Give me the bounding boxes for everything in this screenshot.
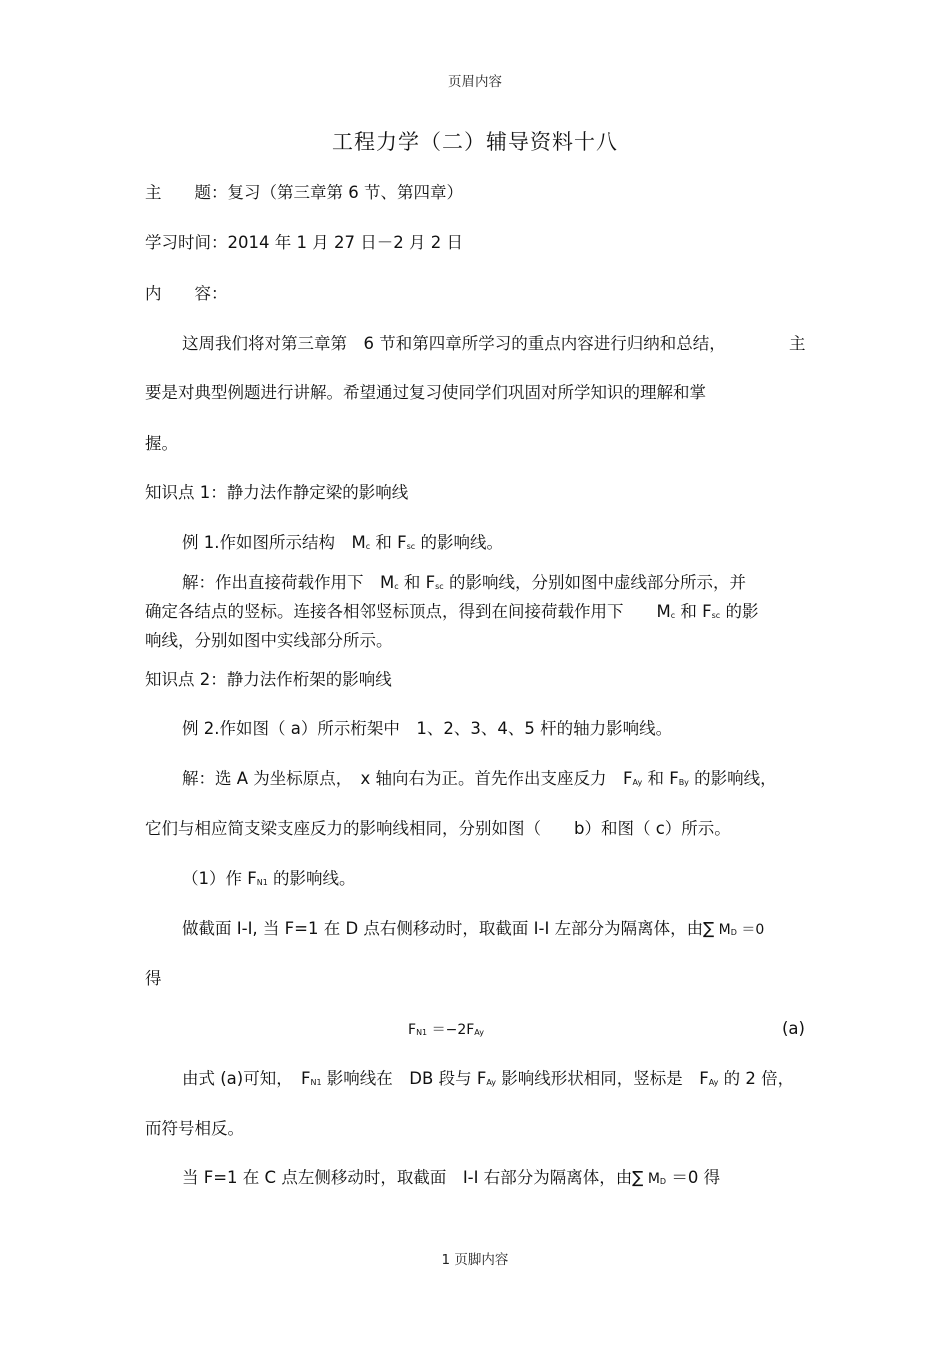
equation-number: (a) xyxy=(782,1019,805,1038)
page-footer: 1 页脚内容 xyxy=(441,1252,509,1268)
text: 和 F xyxy=(675,602,712,621)
equation-a xyxy=(408,1019,484,1043)
text: ＝0 xyxy=(736,922,765,938)
document-title: 工程力学（二）辅导资料十八 xyxy=(332,130,618,154)
kp1-solution-line-2 xyxy=(145,602,758,626)
kp2-heading: 知识点 2：静力法作桁架的影响线 xyxy=(145,670,392,689)
text: M xyxy=(714,922,731,938)
kp2-c-line xyxy=(182,1168,720,1192)
text: （1）作 F xyxy=(182,869,257,888)
text: ＝0 得 xyxy=(666,1168,721,1187)
text: 解：选 A 为坐标原点， x 轴向右为正。首先作出支座反力 F xyxy=(182,769,633,788)
kp2-de: 得 xyxy=(145,969,162,988)
text: 和 F xyxy=(398,573,436,592)
subscript: sc xyxy=(406,542,416,551)
text: F xyxy=(408,1022,417,1038)
subject-label: 主 题： xyxy=(145,183,228,202)
text: 做截面 I-I, 当 F=1 在 D 点右侧移动时，取截面 I-I 左部分为隔离体，由 xyxy=(182,919,704,938)
subject-value: 复习（第三章第 6 节、第四章） xyxy=(227,183,463,202)
subscript: Ay xyxy=(632,778,643,787)
text: 影响线形状相同，竖标是 F xyxy=(496,1069,709,1088)
kp1-solution-line-3: 响线，分别如图中实线部分所示。 xyxy=(145,631,393,650)
text: 例 1.作如图所示结构 M xyxy=(182,533,366,552)
text: 的影响线， xyxy=(688,769,777,788)
page-header: 页眉内容 xyxy=(448,74,502,90)
subscript: Ay xyxy=(708,1078,719,1087)
kp2-result-line-1 xyxy=(182,1069,794,1093)
subscript: D xyxy=(730,928,737,937)
kp1-heading: 知识点 1：静力法作静定梁的影响线 xyxy=(145,483,409,502)
text: 解：作出直接荷载作用下 M xyxy=(182,573,395,592)
subscript: D xyxy=(659,1177,667,1186)
text: 的影响线。 xyxy=(267,869,356,888)
kp1-example xyxy=(182,533,503,557)
text: ＝−2F xyxy=(427,1022,475,1038)
text: 的影 xyxy=(720,602,759,621)
subscript: N1 xyxy=(310,1078,322,1087)
text: 和 F xyxy=(370,533,407,552)
intro-text: 这周我们将对第三章第 6 节和第四章所学习的重点内容进行归纳和总结， xyxy=(182,334,726,353)
subscript: N1 xyxy=(416,1028,428,1037)
text: 当 F=1 在 C 点左侧移动时，取截面 I-I 右部分为隔离体，由 xyxy=(182,1168,633,1187)
text: 和 F xyxy=(642,769,679,788)
subscript: c xyxy=(394,582,399,591)
study-time-line xyxy=(145,233,463,253)
study-time-value: 2014 年 1 月 27 日－2 月 2 日 xyxy=(227,233,463,252)
text: 的影响线，分别如图中虚线部分所示，并 xyxy=(443,573,746,592)
intro-text-end: 主 xyxy=(789,334,806,353)
subscript: N1 xyxy=(256,878,268,887)
content-label: 内 容： xyxy=(145,284,228,303)
text: M xyxy=(643,1171,660,1187)
kp2-solution-line-1 xyxy=(182,769,777,793)
text: 的影响线。 xyxy=(415,533,503,552)
text: 由式 (a)可知， F xyxy=(182,1069,311,1088)
sigma-symbol: ∑ xyxy=(632,1168,644,1187)
kp2-solution-line-2: 它们与相应简支梁支座反力的影响线相同，分别如图（ b）和图（ c）所示。 xyxy=(145,819,731,838)
kp1-solution-line-1 xyxy=(182,573,746,597)
text: 的 2 倍， xyxy=(718,1069,795,1088)
subscript: sc xyxy=(711,611,721,620)
sigma-symbol: ∑ xyxy=(703,919,715,938)
intro-line-2: 要是对典型例题进行讲解。希望通过复习使同学们巩固对所学知识的理解和掌 xyxy=(145,383,706,402)
subscript: c xyxy=(365,542,371,551)
subscript: Ay xyxy=(486,1078,496,1087)
kp2-cut-line xyxy=(182,919,764,943)
intro-line-1 xyxy=(182,334,806,354)
text: 确定各结点的竖标。连接各相邻竖标顶点，得到在间接荷载作用下 M xyxy=(145,602,671,621)
subject-line xyxy=(145,183,463,203)
study-time-label: 学习时间： xyxy=(145,233,228,252)
subscript: sc xyxy=(435,582,444,591)
subscript: c xyxy=(670,611,676,620)
subscript: Ay xyxy=(474,1028,484,1037)
intro-line-3: 握。 xyxy=(145,434,178,453)
kp2-result-line-2: 而符号相反。 xyxy=(145,1119,244,1138)
kp2-step-1 xyxy=(182,869,356,893)
text: 影响线在 DB 段与 F xyxy=(321,1069,487,1088)
subscript: By xyxy=(678,778,689,787)
kp2-example: 例 2.作如图（ a）所示桁架中 1、2、3、4、5 杆的轴力影响线。 xyxy=(182,719,673,738)
